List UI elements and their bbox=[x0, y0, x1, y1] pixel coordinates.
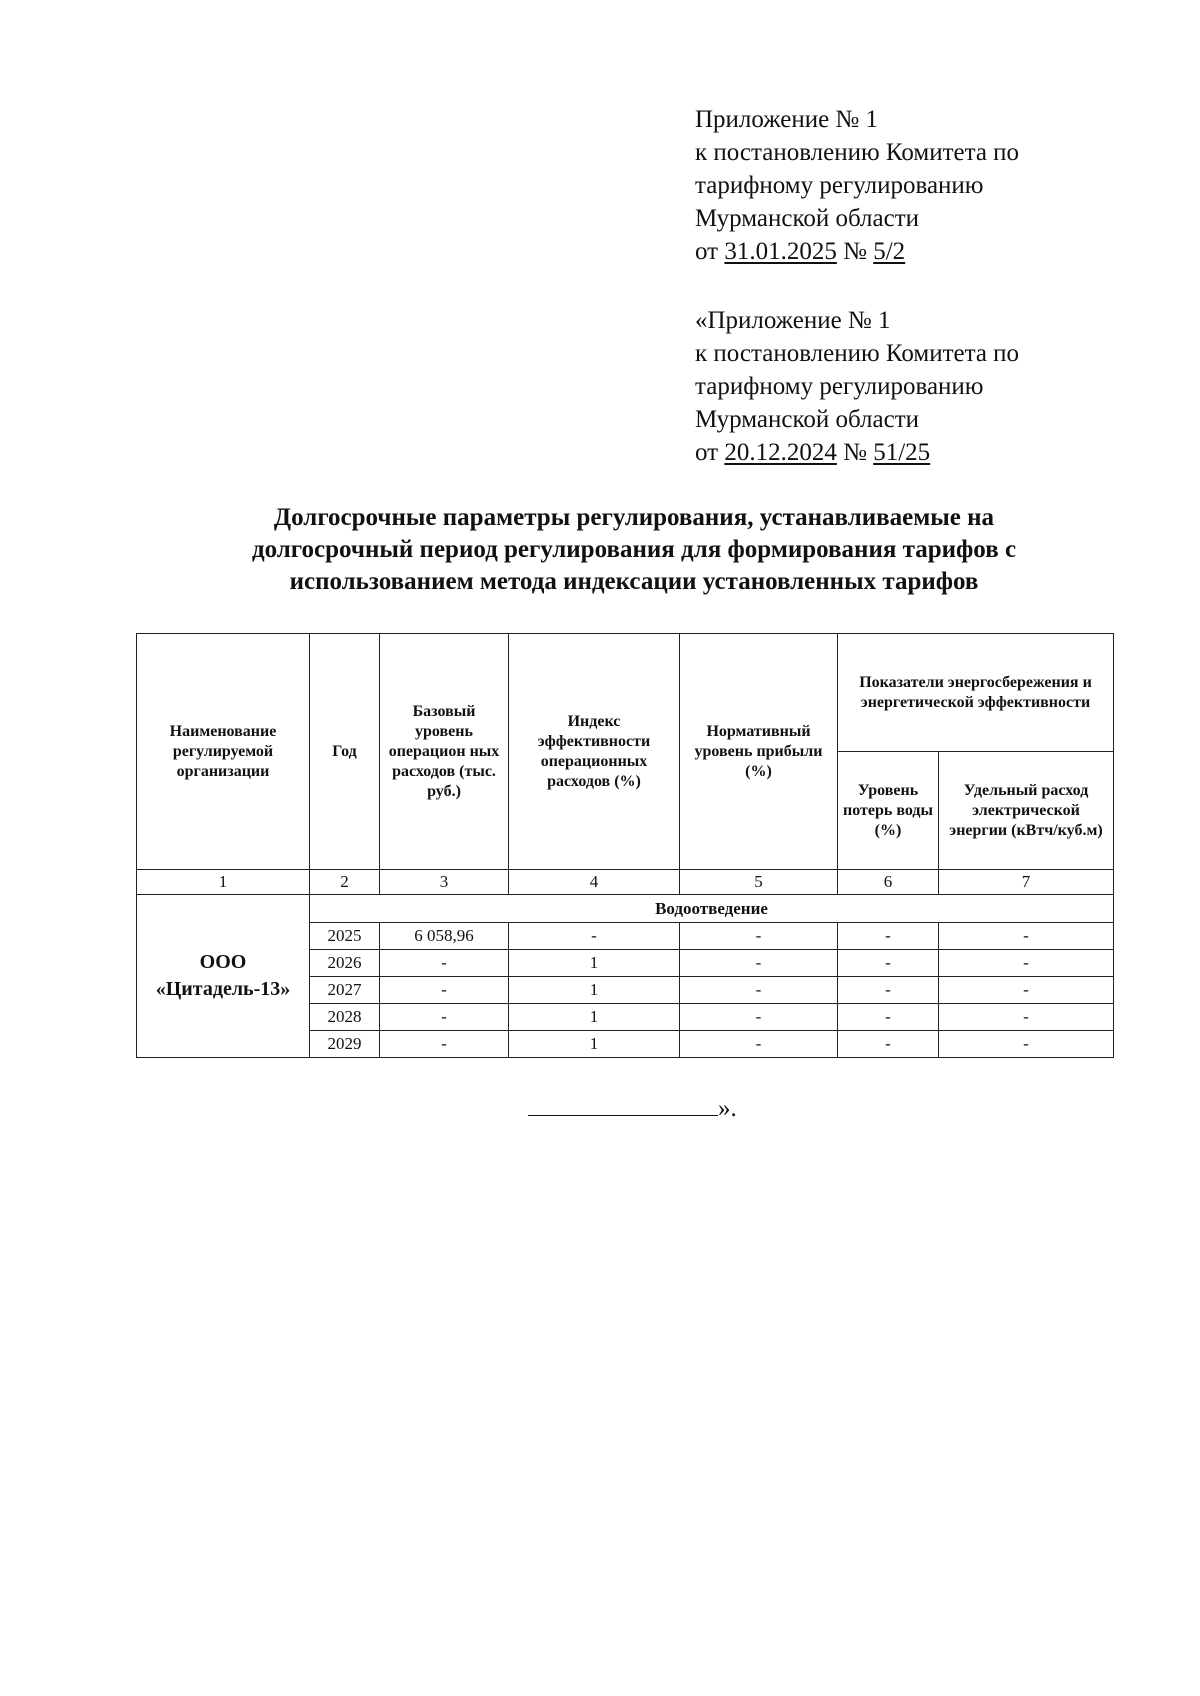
organization-form: ООО bbox=[199, 951, 247, 973]
annex-number: 51/25 bbox=[873, 439, 931, 466]
annex-date: 31.01.2025 bbox=[724, 238, 837, 265]
header-base-opex: Базовый уровень операцион ных расходов (тыс. руб.) bbox=[380, 634, 509, 870]
header-energy-group: Показатели энергосбережения и энергетической эффективности bbox=[838, 634, 1114, 752]
annex-date-prefix: от bbox=[695, 439, 725, 466]
header-efficiency-index: Индекс эффективности операционных расходов (%) bbox=[509, 634, 680, 870]
cell-efficiency-index: 1 bbox=[509, 1031, 680, 1058]
annex-number-prefix: № bbox=[836, 439, 874, 466]
cell-efficiency-index: 1 bbox=[509, 977, 680, 1004]
annex-region: Мурманской области bbox=[695, 406, 920, 433]
cell-electricity: - bbox=[939, 1004, 1114, 1031]
title-line: Долгосрочные параметры регулирования, устанавливаемые на bbox=[273, 504, 995, 531]
annex-date-line bbox=[695, 235, 1019, 268]
title-line: использованием метода индексации установленных тарифов bbox=[289, 568, 979, 595]
annex-original-header bbox=[695, 304, 1019, 469]
cell-base-opex: 6 058,96 bbox=[380, 923, 509, 950]
section-title: Водоотведение bbox=[310, 895, 1114, 923]
cell-efficiency-index: 1 bbox=[509, 950, 680, 977]
annex-date: 20.12.2024 bbox=[724, 439, 837, 466]
annex-region: Мурманской области bbox=[695, 205, 920, 232]
column-number: 2 bbox=[310, 870, 380, 895]
column-number: 1 bbox=[137, 870, 310, 895]
annex-current-header bbox=[695, 103, 1019, 268]
document-title bbox=[120, 502, 1148, 598]
column-number: 3 bbox=[380, 870, 509, 895]
header-year: Год bbox=[310, 634, 380, 870]
column-number: 6 bbox=[838, 870, 939, 895]
cell-profit: - bbox=[680, 977, 838, 1004]
annex-reference: к постановлению Комитета по bbox=[695, 139, 1020, 166]
cell-electricity: - bbox=[939, 950, 1114, 977]
column-number: 7 bbox=[939, 870, 1114, 895]
cell-year: 2029 bbox=[310, 1031, 380, 1058]
cell-water-loss: - bbox=[838, 923, 939, 950]
cell-efficiency-index: - bbox=[509, 923, 680, 950]
cell-water-loss: - bbox=[838, 950, 939, 977]
cell-profit: - bbox=[680, 923, 838, 950]
closing-line bbox=[528, 1093, 737, 1124]
cell-profit: - bbox=[680, 1031, 838, 1058]
title-line: долгосрочный период регулирования для формирования тарифов с bbox=[251, 536, 1017, 563]
cell-base-opex: - bbox=[380, 1004, 509, 1031]
column-number: 4 bbox=[509, 870, 680, 895]
cell-electricity: - bbox=[939, 923, 1114, 950]
cell-year: 2026 bbox=[310, 950, 380, 977]
organization-title: «Цитадель-13» bbox=[155, 978, 291, 1000]
signature-blank bbox=[528, 1093, 718, 1116]
cell-water-loss: - bbox=[838, 1031, 939, 1058]
cell-base-opex: - bbox=[380, 1031, 509, 1058]
annex-number-prefix: № bbox=[836, 238, 874, 265]
cell-profit: - bbox=[680, 1004, 838, 1031]
header-water-loss: Уровень потерь воды (%) bbox=[838, 752, 939, 870]
cell-electricity: - bbox=[939, 977, 1114, 1004]
cell-efficiency-index: 1 bbox=[509, 1004, 680, 1031]
cell-year: 2028 bbox=[310, 1004, 380, 1031]
column-number: 5 bbox=[680, 870, 838, 895]
cell-base-opex: - bbox=[380, 977, 509, 1004]
cell-water-loss: - bbox=[838, 977, 939, 1004]
header-org: Наименование регулируемой организации bbox=[137, 634, 310, 870]
cell-profit: - bbox=[680, 950, 838, 977]
annex-title: «Приложение № 1 bbox=[695, 307, 891, 334]
column-numbers-row bbox=[137, 870, 1114, 895]
annex-committee: тарифному регулированию bbox=[695, 373, 984, 400]
cell-base-opex: - bbox=[380, 950, 509, 977]
annex-date-line bbox=[695, 436, 1019, 469]
annex-committee: тарифному регулированию bbox=[695, 172, 984, 199]
cell-water-loss: - bbox=[838, 1004, 939, 1031]
regulation-parameters-table bbox=[136, 633, 1114, 1058]
cell-year: 2027 bbox=[310, 977, 380, 1004]
header-profit: Нормативный уровень прибыли (%) bbox=[680, 634, 838, 870]
annex-reference: к постановлению Комитета по bbox=[695, 340, 1020, 367]
cell-year: 2025 bbox=[310, 923, 380, 950]
annex-date-prefix: от bbox=[695, 238, 725, 265]
organization-name bbox=[137, 895, 310, 1058]
annex-title: Приложение № 1 bbox=[695, 106, 879, 133]
header-electricity: Удельный расход электрической энергии (кВтч/куб.м) bbox=[939, 752, 1114, 870]
annex-number: 5/2 bbox=[873, 238, 906, 265]
section-row bbox=[137, 895, 1114, 923]
closing-quote: ». bbox=[718, 1095, 737, 1122]
cell-electricity: - bbox=[939, 1031, 1114, 1058]
